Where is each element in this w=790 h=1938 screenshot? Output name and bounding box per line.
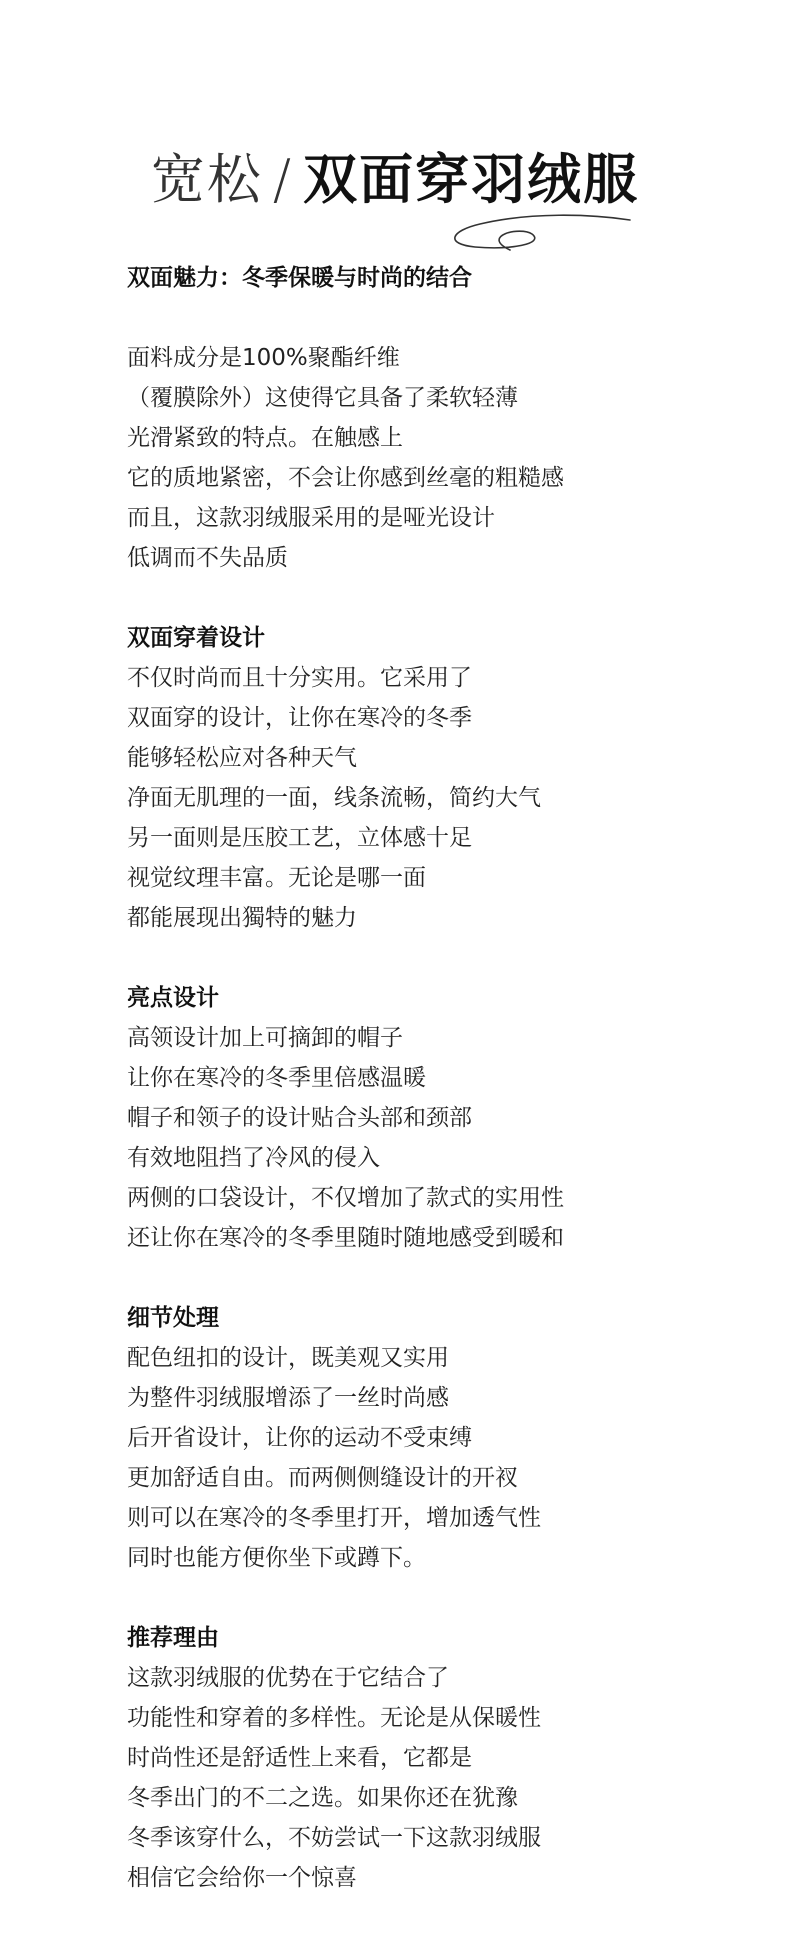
section-heading: 双面魅力：冬季保暖与时尚的结合	[127, 265, 472, 291]
body-line: 同时也能方便你坐下或蹲下。	[127, 1545, 426, 1571]
title-slash: /	[272, 148, 294, 211]
body-line: 不仅时尚而且十分实用。它采用了	[127, 665, 472, 691]
section-heading: 双面穿着设计	[127, 625, 265, 651]
body-line: 低调而不失品质	[127, 545, 288, 571]
body-line: 两侧的口袋设计，不仅增加了款式的实用性	[127, 1185, 564, 1211]
body-line: 高领设计加上可摘卸的帽子	[127, 1025, 403, 1051]
section-reversible	[127, 618, 727, 938]
body-line: 配色纽扣的设计，既美观又实用	[127, 1345, 449, 1371]
body-line: 为整件羽绒服增添了一丝时尚感	[127, 1385, 449, 1411]
section-highlights	[127, 978, 727, 1258]
body-line: 能够轻松应对各种天气	[127, 745, 357, 771]
body-line: 视觉纹理丰富。无论是哪一面	[127, 865, 426, 891]
body-line: （覆膜除外）这使得它具备了柔软轻薄	[127, 385, 518, 411]
title-block	[0, 140, 790, 260]
section-heading: 细节处理	[127, 1305, 219, 1331]
body-line: 而且，这款羽绒服采用的是哑光设计	[127, 505, 495, 531]
body-line: 帽子和领子的设计贴合头部和颈部	[127, 1105, 472, 1131]
body-line: 冬季该穿什么，不妨尝试一下这款羽绒服	[127, 1825, 541, 1851]
section-charm	[127, 258, 727, 578]
body-line: 相信它会给你一个惊喜	[127, 1865, 357, 1891]
body-line: 它的质地紧密，不会让你感到丝毫的粗糙感	[127, 465, 564, 491]
section-details	[127, 1298, 727, 1578]
body-line: 都能展现出獨特的魅力	[127, 905, 357, 931]
body-line: 这款羽绒服的优势在于它结合了	[127, 1665, 449, 1691]
body-line: 有效地阻挡了冷风的侵入	[127, 1145, 380, 1171]
body-line: 冬季出门的不二之选。如果你还在犹豫	[127, 1785, 518, 1811]
body-line: 净面无肌理的一面，线条流畅，简约大气	[127, 785, 541, 811]
body-line: 双面穿的设计，让你在寒冷的冬季	[127, 705, 472, 731]
body-line: 后开省设计，让你的运动不受束缚	[127, 1425, 472, 1451]
title-bold-text: 双面穿羽绒服	[303, 148, 640, 211]
section-heading: 亮点设计	[127, 985, 219, 1011]
body-line: 还让你在寒冷的冬季里随时随地感受到暖和	[127, 1225, 564, 1251]
decorative-swash-icon	[440, 200, 640, 260]
page-title	[0, 140, 790, 220]
section-heading: 推荐理由	[127, 1625, 219, 1651]
body-line: 另一面则是压胶工艺，立体感十足	[127, 825, 472, 851]
title-light-text: 宽松	[150, 148, 263, 211]
body-line: 让你在寒冷的冬季里倍感温暖	[127, 1065, 426, 1091]
section-recommendation	[127, 1618, 727, 1898]
article-body	[127, 258, 727, 1938]
body-line: 则可以在寒冷的冬季里打开，增加透气性	[127, 1505, 541, 1531]
body-line: 时尚性还是舒适性上来看，它都是	[127, 1745, 472, 1771]
body-line: 面料成分是100%聚酯纤维	[127, 345, 400, 371]
body-line: 光滑紧致的特点。在触感上	[127, 425, 403, 451]
body-line: 更加舒适自由。而两侧侧缝设计的开衩	[127, 1465, 518, 1491]
body-line: 功能性和穿着的多样性。无论是从保暖性	[127, 1705, 541, 1731]
